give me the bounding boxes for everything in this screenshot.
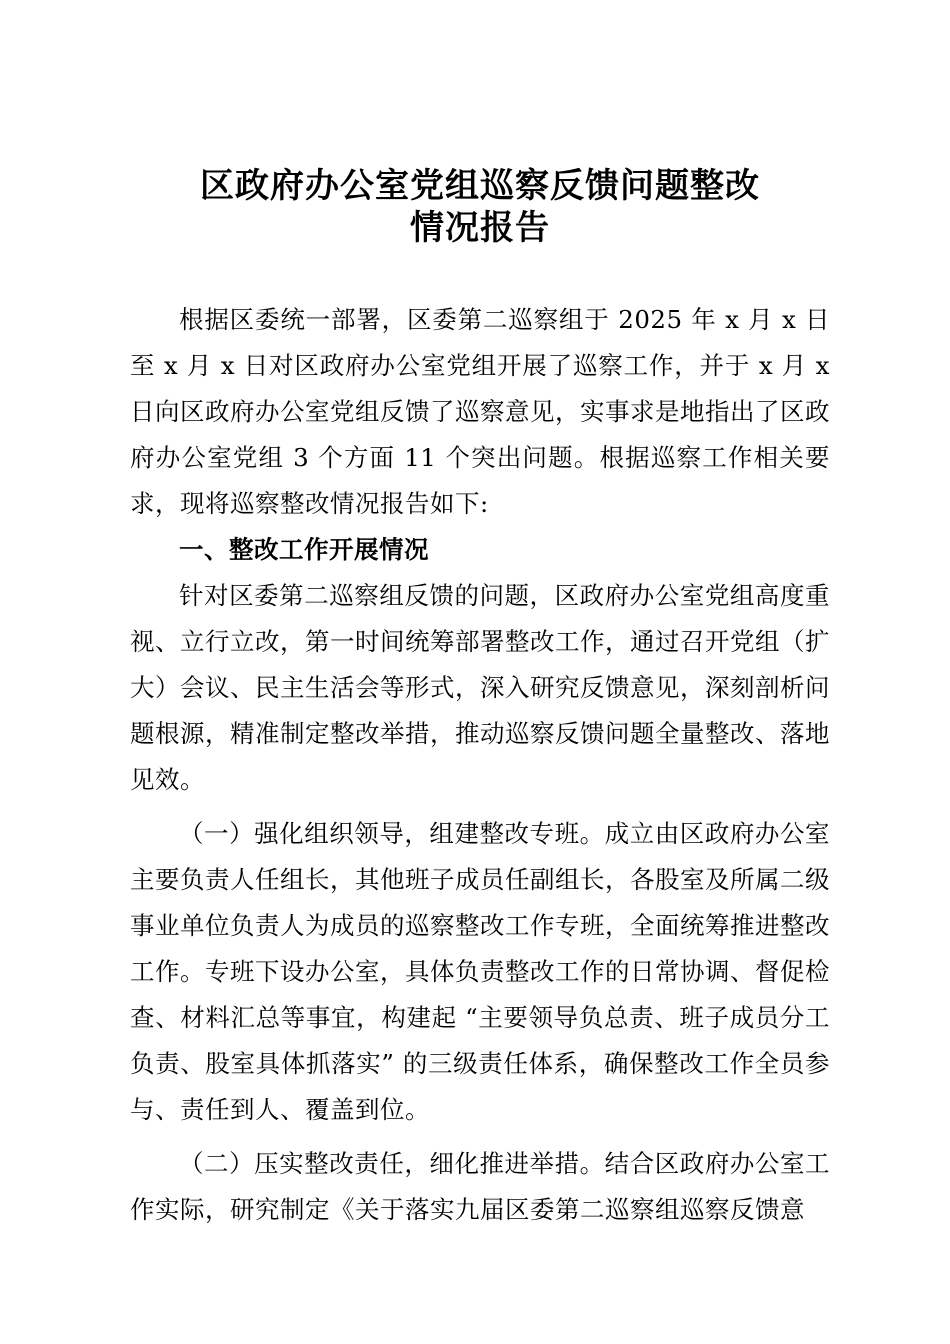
section-1-paragraph: 针对区委第二巡察组反馈的问题，区政府办公室党组高度重视、立行立改，第一时间统筹部署整改工作，通过召开党组（扩大）会议、民主生活会等形式，深入研究反馈意见，深刻剖析问题根源，精准制定整改举措，推动巡察反馈问题全量整改、落地见效。	[130, 581, 830, 794]
document-body	[130, 297, 830, 1233]
document-page	[130, 165, 830, 1233]
section-heading-1: 一、整改工作开展情况	[179, 535, 429, 564]
document-title	[130, 165, 830, 249]
subsection-1-paragraph: （一）强化组织领导，组建整改专班。成立由区政府办公室主要负责人任组长，其他班子成员任副组长，各股室及所属二级事业单位负责人为成员的巡察整改工作专班，全面统筹推进整改工作。专班下设办公室，具体负责整改工作的日常协调、督促检查、材料汇总等事宜，构建起 “主要领导负总责、班子成员分工负责、股室具体抓落实” 的三级责任体系，确保整改工作全员参与、责任到人、覆盖到位。	[130, 819, 830, 1124]
subsection-2-paragraph: （二）压实整改责任，细化推进举措。结合区政府办公室工作实际，研究制定《关于落实九届区委第二巡察组巡察反馈意	[130, 1149, 830, 1224]
intro-paragraph: 根据区委统一部署，区委第二巡察组于 2025 年 x 月 x 日至 x 月 x 日对区政府办公室党组开展了巡察工作，并于 x 月 x 日向区政府办公室党组反馈了巡察意见，实事求是地指出了区政府办公室党组 3 个方面 11 个突出问题。根据巡察工作相关要求，现将巡察整改情况报告如下:	[130, 305, 830, 518]
title-line-1: 区政府办公室党组巡察反馈问题整改	[200, 166, 760, 206]
title-line-2: 情况报告	[410, 208, 550, 248]
